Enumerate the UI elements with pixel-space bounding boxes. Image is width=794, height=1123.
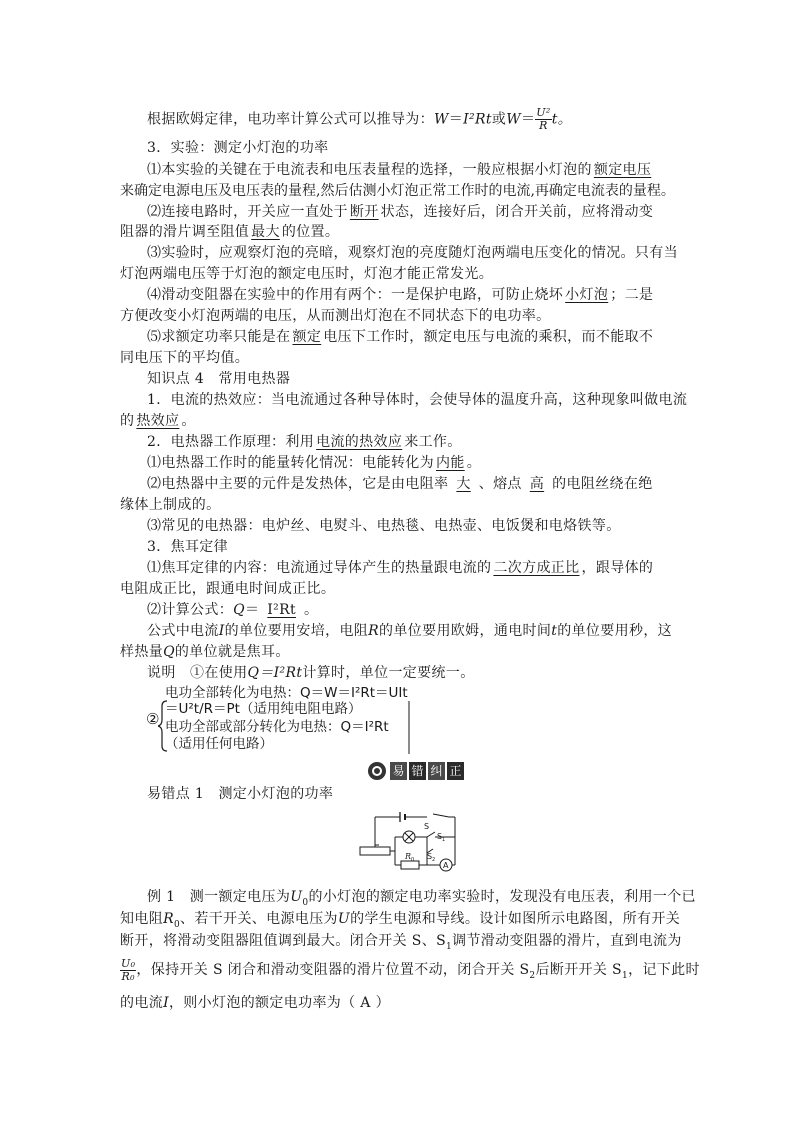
answer-blank: 额定电压 — [593, 162, 652, 178]
text: Q — [163, 644, 175, 660]
paragraph-line — [147, 160, 653, 180]
answer-blank: 二次方成正比 — [493, 560, 580, 576]
text: 的电流 — [120, 995, 164, 1011]
paragraph-line — [147, 202, 653, 222]
brace-row: 电功全部或部分转化为电热：Q＝I²Rt — [165, 719, 389, 735]
answer-blank: 高 — [529, 476, 545, 492]
paragraph-line: 灯泡两端电压等于灯泡的额定电压时，灯泡才能正常发光。 — [120, 266, 494, 282]
label-r0: R — [405, 852, 412, 861]
subscript: 0 — [173, 919, 181, 930]
paragraph-line — [147, 558, 653, 578]
example-line — [120, 993, 390, 1013]
answer-blank: 额定 — [292, 329, 322, 345]
text: t — [551, 623, 558, 639]
answer-blank: 最大 — [251, 224, 280, 240]
text: U — [290, 889, 303, 905]
text: ⑴本实验的关键在于电流表和电压表量程的选择，一般应根据小灯泡的 — [147, 162, 592, 178]
text: ；二是 — [610, 287, 654, 303]
text: 公式中电流 — [147, 623, 219, 639]
answer-blank: 内能 — [436, 455, 465, 471]
numerator: U₀ — [121, 956, 136, 970]
answer-blank: 大 — [456, 476, 471, 492]
text: 计算时，单位一定要统一。 — [302, 665, 475, 681]
text: ⑵计算公式： — [147, 602, 234, 618]
paragraph-line: ⑶实验时，应观察灯泡的亮暗，观察灯泡的亮度随灯泡两端电压变化的情况。只有当 — [147, 245, 678, 261]
formula: I²Rt — [463, 111, 492, 128]
note-line — [147, 663, 475, 683]
fraction-u0-over-r0 — [120, 958, 136, 983]
badge-char: 错 — [409, 762, 426, 780]
text: ，则小灯泡的额定电功率为（ A ） — [168, 995, 390, 1011]
text: R — [163, 911, 174, 927]
paragraph-line — [147, 285, 653, 305]
text: 。 — [304, 602, 319, 618]
denominator: R₀ — [121, 969, 135, 983]
ohm-derivation-line — [147, 107, 572, 132]
badge-target-icon — [368, 762, 386, 780]
mistake-correction-badge — [368, 761, 462, 781]
curly-brace-icon — [158, 700, 170, 770]
paragraph-line: 同电压下的平均值。 — [120, 350, 250, 366]
text: t。 — [551, 111, 573, 128]
badge-char: 正 — [447, 762, 464, 780]
text: ⑵电热器中主要的元件是发热体，它是由电阻率 — [147, 476, 449, 492]
rheostat-icon — [360, 847, 390, 855]
subscript: 0 — [302, 897, 309, 908]
paragraph-line — [147, 453, 481, 473]
text: 后断开开关 S — [535, 962, 622, 978]
text: ⑴电热器工作时的能量转化情况：电能转化为 — [147, 455, 434, 471]
brace-row: 电功全部转化为电热：Q＝W＝I²Rt＝UIt — [165, 685, 408, 701]
paragraph-line — [147, 621, 672, 641]
paragraph-line — [147, 327, 653, 347]
label-s1: S — [437, 832, 443, 841]
text: 的学生电源和导线。设计如图所示电路图，所有开关 — [350, 911, 681, 927]
subscript: 1 — [622, 970, 629, 981]
switch-s1 — [427, 832, 435, 837]
label-s: S — [424, 822, 430, 831]
text: 样热量 — [120, 644, 164, 660]
paragraph-line — [147, 432, 462, 452]
text: 知电阻 — [120, 911, 164, 927]
subscript: 2 — [529, 970, 536, 981]
section-heading: 3．实验：测定小灯泡的功率 — [147, 140, 329, 156]
text: 的位置。 — [281, 224, 340, 240]
knowledge-heading: 知识点 4 常用电热器 — [147, 371, 291, 387]
text: 的单位要用秒，这 — [557, 623, 673, 639]
answer-blank: I²Rt — [267, 602, 297, 618]
text: 、若干开关、电源电压为 — [180, 911, 338, 927]
text: 的 — [120, 413, 135, 429]
subscript: 1 — [446, 941, 453, 952]
paragraph-line — [147, 600, 318, 620]
wire — [433, 814, 449, 817]
paragraph-line — [120, 642, 290, 662]
brace-row: （适用任何电路） — [165, 736, 273, 752]
text: W — [506, 111, 521, 128]
paragraph-line: 1．电流的热效应：当电流通过各种导体时，会使导体的温度升高，这种现象叫做电流 — [147, 392, 688, 408]
badge-char: 纠 — [428, 762, 445, 780]
text: 、熔点 — [478, 476, 522, 492]
text: 阻器的滑片调至阻值 — [120, 224, 250, 240]
example-line — [120, 957, 700, 989]
text: 的小灯泡的额定电功率实验时，发现没有电压表，利用一个已 — [308, 889, 696, 905]
text: 。 — [466, 455, 482, 471]
text: 断开，将滑动变阻器阻值调到最大。闭合开关 S、S — [120, 933, 447, 949]
formula-brace-block — [146, 685, 415, 755]
text: W — [434, 111, 449, 128]
text: U — [337, 911, 351, 927]
label-s2-sub: 2 — [432, 857, 436, 863]
brace-row: ＝U²t/R＝Pt（适用纯电阻电路） — [165, 701, 362, 717]
circled-two-mark: ② — [146, 710, 160, 728]
text: ＝ — [520, 111, 536, 128]
text: ，记下此时 — [628, 962, 700, 978]
text: ⑸求额定功率只能是在 — [147, 329, 291, 345]
paragraph-line — [147, 474, 653, 494]
text: 的电阻丝绕在绝 — [552, 476, 653, 492]
text: I — [163, 995, 169, 1011]
answer-blank: 断开 — [349, 204, 379, 220]
label-r0-sub: 0 — [411, 857, 415, 863]
text: ＝ — [448, 111, 464, 128]
text: 说明 ①在使用 — [147, 665, 248, 681]
mistake-heading: 易错点 1 测定小灯泡的功率 — [147, 786, 334, 802]
text: 。 — [181, 413, 196, 429]
text: 调节滑动变阻器的滑片，直到电流为 — [452, 933, 682, 949]
brace-right-rule — [407, 700, 419, 756]
text: 2．电热器工作原理：利用 — [147, 434, 315, 450]
label-a: A — [443, 861, 449, 870]
resistor-r0-icon — [401, 861, 419, 869]
text: R — [368, 623, 380, 639]
badge-char: 易 — [390, 762, 407, 780]
text: 的单位要用欧姆，通电时间 — [379, 623, 552, 639]
denominator: R — [539, 119, 548, 132]
paragraph-line — [120, 411, 196, 431]
example-line — [120, 931, 682, 957]
text: 的单位要用安培，电阻 — [224, 623, 369, 639]
text: 例 1 测一额定电压为 — [147, 889, 291, 905]
formula: Q＝I²Rt — [247, 665, 303, 681]
text: ＝ — [244, 602, 260, 618]
answer-blank: 热效应 — [136, 413, 180, 429]
paragraph-line: 方便改变小灯泡两端的电压，从而测出灯泡在不同状态下的电功率。 — [120, 308, 551, 324]
label-s2: S — [427, 852, 433, 861]
fraction-u2-over-r — [535, 107, 551, 132]
text: ⑵连接电路时，开关应一直处于 — [147, 204, 348, 220]
paragraph-line: 来确定电源电压及电压表的量程,然后估测小灯泡正常工作时的电流,再确定电流表的量程。 — [120, 183, 675, 199]
paragraph-line — [120, 222, 339, 242]
text: 根据欧姆定律，电功率计算公式可以推导为： — [147, 111, 434, 128]
paragraph-line: ⑶常见的电热器：电炉丝、电熨斗、电热毯、电热壶、电饭煲和电烙铁等。 — [147, 518, 621, 534]
text: 或 — [491, 111, 507, 128]
answer-blank: 小灯泡 — [565, 287, 609, 303]
text: I — [218, 623, 225, 639]
text: ⑴焦耳定律的内容：电流通过导体产生的热量跟电流的 — [147, 560, 492, 576]
paragraph-line: 缘体上制成的。 — [120, 497, 221, 513]
answer-blank: 电流的热效应 — [316, 434, 403, 450]
paragraph-line: 电阻成正比，跟通电时间成正比。 — [120, 581, 336, 597]
text: ，保持开关 S 闭合和滑动变阻器的滑片位置不动，闭合开关 S — [136, 962, 530, 978]
text: 状态，连接好后，闭合开关前，应将滑动变 — [380, 204, 654, 220]
text: 的单位就是焦耳。 — [174, 644, 290, 660]
circuit-diagram — [355, 811, 465, 877]
label-s1-sub: 1 — [442, 837, 446, 843]
section-heading: 3．焦耳定律 — [147, 539, 229, 555]
text: ⑷滑动变阻器在实验中的作用有两个：一是保护电路，可防止烧坏 — [147, 287, 564, 303]
text: Q — [233, 602, 245, 618]
text: 电压下工作时，额定电压与电流的乘积，而不能取不 — [323, 329, 654, 345]
numerator: U² — [536, 106, 551, 119]
text: ，跟导体的 — [581, 560, 654, 576]
text: 来工作。 — [404, 434, 462, 450]
